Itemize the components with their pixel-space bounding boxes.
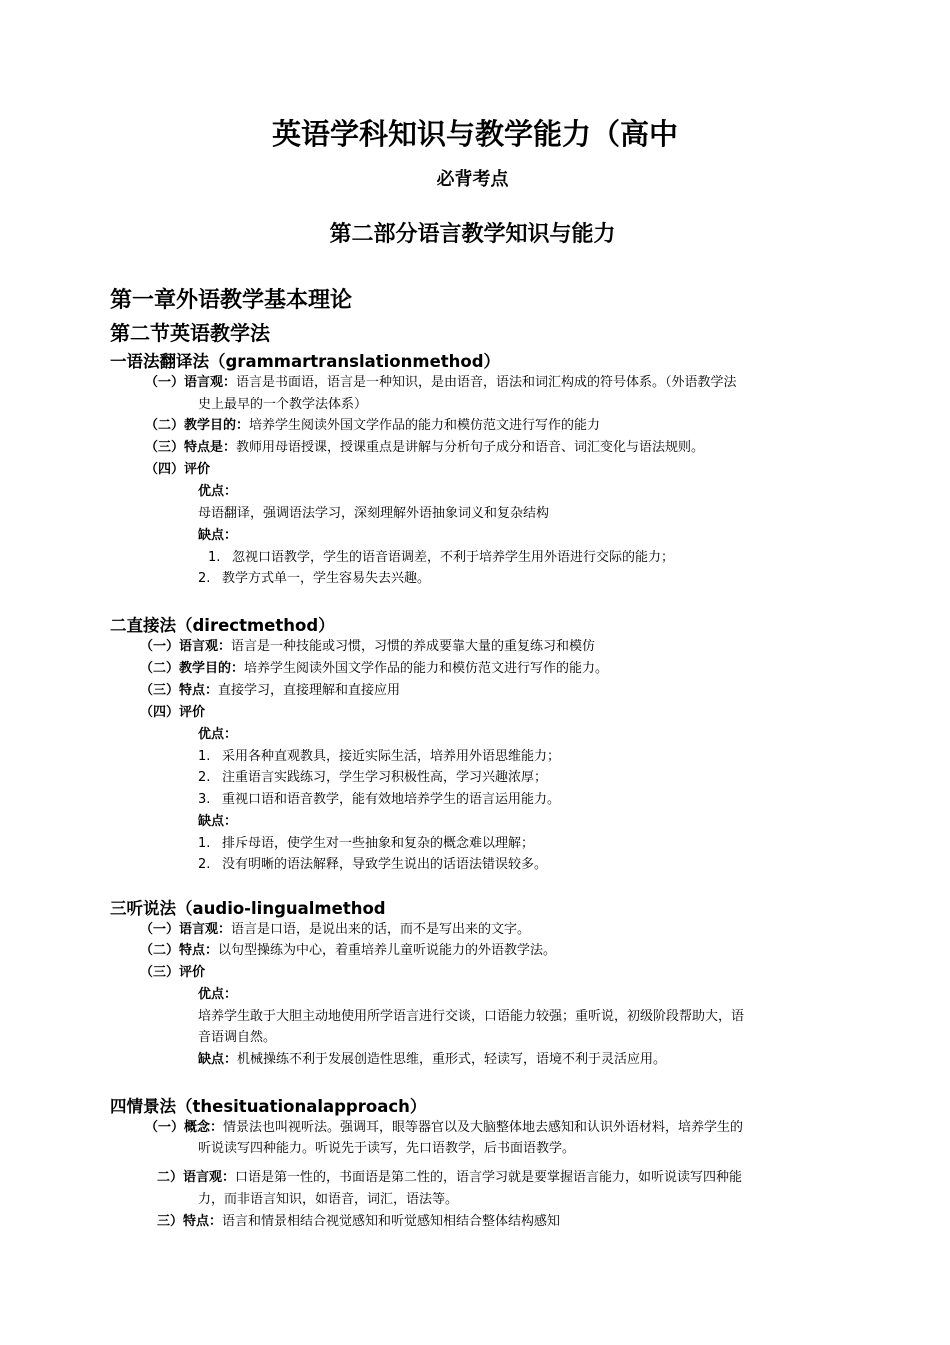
m1-pros-label	[198, 481, 237, 503]
m1-cons-item	[198, 568, 430, 590]
item-number: 2.	[198, 857, 211, 872]
m4-concept	[145, 1117, 743, 1139]
m1-teaching-goal	[145, 415, 600, 437]
item-text: 没有明晰的语法解释，导致学生说出的话语法错误较多。	[222, 857, 548, 872]
method-heading-direct: 二直接法（directmethod）	[110, 616, 335, 635]
m2-cons-item	[198, 854, 547, 876]
item-text: 注重语言实践练习，学生学习积极性高，学习兴趣浓厚；	[222, 770, 548, 785]
label: （一）语言观：	[145, 375, 237, 390]
label: 优点：	[198, 484, 238, 499]
m2-pros-item	[198, 767, 547, 789]
text: 以句型操练为中心，着重培养儿童听说能力的外语教学法。	[218, 943, 557, 958]
label: （一）语言观：	[140, 639, 232, 654]
item-number: 1.	[208, 550, 221, 565]
method-heading-situational: 四情景法（thesituationalapproach）	[110, 1097, 427, 1116]
text: 口语是第一性的，书面语是第二性的，语言学习就是要掌握语言能力，如听说读写四种能	[235, 1170, 743, 1185]
label: （四）评价	[140, 705, 206, 720]
label: （一）语言观：	[140, 922, 232, 937]
m4-language-view	[157, 1167, 742, 1189]
text: 语言和情景相结合视觉感知和听觉感知相结合整体结构感知	[222, 1214, 561, 1229]
item-text: 重视口语和语音教学，能有效地培养学生的语言运用能力。	[222, 792, 561, 807]
label: 优点：	[198, 987, 238, 1002]
method-heading-grammar-translation: 一语法翻译法（grammartranslationmethod）	[110, 352, 501, 371]
item-number: 1.	[198, 836, 211, 851]
label: （三）特点是：	[145, 440, 237, 455]
m2-language-view	[140, 636, 595, 658]
m3-cons	[198, 1049, 666, 1071]
text: 语言是书面语，语言是一种知识，是由语音，语法和词汇构成的符号体系。（外语教学法	[236, 375, 737, 390]
m3-language-view	[140, 919, 530, 941]
label: 缺点：	[198, 814, 238, 829]
text: 直接学习，直接理解和直接应用	[218, 683, 401, 698]
m1-evaluation	[145, 459, 210, 481]
label: （一）概念：	[145, 1120, 224, 1135]
m3-features	[140, 940, 556, 962]
label: 缺点：	[198, 528, 238, 543]
m2-cons-label	[198, 811, 237, 833]
m4-language-view-cont: 力，而非语言知识，如语音，词汇，语法等。	[198, 1192, 459, 1207]
text: 情景法也叫视听法。强调耳，眼等器官以及大脑整体地去感知和认识外语材料，培养学生的	[223, 1120, 744, 1135]
label: （二）教学目的：	[140, 661, 245, 676]
item-text: 教学方式单一，学生容易失去兴趣。	[222, 571, 431, 586]
label: （二）教学目的：	[145, 418, 250, 433]
m1-cons-label	[198, 525, 237, 547]
item-number: 2.	[198, 571, 211, 586]
m1-language-view-cont: 史上最早的一个教学法体系）	[198, 397, 368, 412]
m1-features	[145, 437, 704, 459]
m2-features	[140, 680, 400, 702]
text: 培养学生阅读外国文学作品的能力和模仿范文进行写作的能力	[249, 418, 601, 433]
label: （二）特点：	[140, 943, 219, 958]
document-title: 英语学科知识与教学能力（高中	[271, 117, 678, 151]
m3-pros-text: 培养学生敢于大胆主动地使用所学语言进行交谈，口语能力较强；重听说，初级阶段帮助大，语	[198, 1009, 745, 1024]
method-heading-audio-lingual: 三听说法（audio-lingualmethod	[110, 899, 386, 918]
m4-features	[157, 1211, 560, 1233]
m1-pros-text: 母语翻译，强调语法学习，深刻理解外语抽象词义和复杂结构	[198, 506, 550, 521]
label: 缺点：	[198, 1052, 238, 1067]
label: （四）评价	[145, 462, 211, 477]
item-text: 忽视口语教学，学生的语音语调差，不利于培养学生用外语进行交际的能力；	[232, 550, 675, 565]
text: 培养学生阅读外国文学作品的能力和模仿范文进行写作的能力。	[244, 661, 609, 676]
text: 语言是一种技能或习惯，习惯的养成要靠大量的重复练习和模仿	[231, 639, 596, 654]
item-text: 采用各种直观教具，接近实际生活，培养用外语思维能力；	[222, 749, 561, 764]
text: 机械操练不利于发展创造性思维，重形式，轻读写，语境不利于灵活应用。	[237, 1052, 667, 1067]
part-title: 第二部分语言教学知识与能力	[329, 222, 616, 247]
label: 二）语言观：	[157, 1170, 236, 1185]
label: 优点：	[198, 727, 238, 742]
m2-cons-item	[198, 833, 534, 855]
m2-pros-label	[198, 724, 237, 746]
m3-pros-label	[198, 984, 237, 1006]
item-number: 3.	[198, 792, 211, 807]
m4-concept-cont: 听说读写四种能力。听说先于读写，先口语教学，后书面语教学。	[198, 1141, 576, 1156]
m3-evaluation	[140, 962, 205, 984]
m1-language-view	[145, 372, 737, 394]
chapter-title: 第一章外语教学基本理论	[110, 288, 353, 313]
label: 三）特点：	[157, 1214, 223, 1229]
item-number: 1.	[198, 749, 211, 764]
m1-cons-item	[208, 547, 674, 569]
item-text: 排斥母语，使学生对一些抽象和复杂的概念难以理解；	[222, 836, 535, 851]
document-subtitle: 必背考点	[436, 169, 509, 190]
item-number: 2.	[198, 770, 211, 785]
label: （三）评价	[140, 965, 206, 980]
m2-evaluation	[140, 702, 205, 724]
m2-pros-item	[198, 746, 560, 768]
m2-teaching-goal	[140, 658, 608, 680]
text: 教师用母语授课，授课重点是讲解与分析句子成分和语音、词汇变化与语法规则。	[236, 440, 705, 455]
label: （三）特点：	[140, 683, 219, 698]
m2-pros-item	[198, 789, 560, 811]
section-title: 第二节英语教学法	[110, 321, 270, 345]
m3-pros-text-cont: 音语调自然。	[198, 1030, 277, 1045]
text: 语言是口语，是说出来的话，而不是写出来的文字。	[231, 922, 531, 937]
